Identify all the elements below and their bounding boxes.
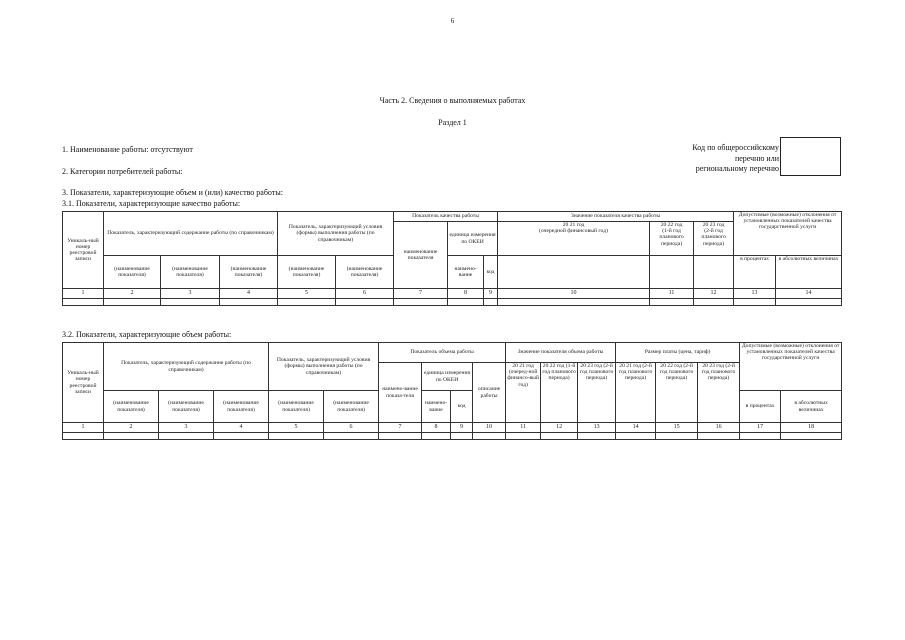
- t2-colnum: 8: [422, 423, 451, 433]
- t1-name-ind-1: (наименование показателя): [104, 256, 161, 289]
- t1-year3-blank: [694, 256, 734, 289]
- t2-colnum: 2: [104, 423, 159, 433]
- t1-name-ind-3: (наименование показателя): [220, 256, 278, 289]
- t1-colnum: 10: [498, 289, 650, 299]
- t1-conditions-header: Показатель, характеризующий условия (формы) выполнения работы (по справочникам): [278, 212, 394, 256]
- t1-data-row: [63, 299, 842, 306]
- volume-indicators-line: 3.2. Показатели, характеризующие объем работы:: [62, 330, 232, 339]
- t1-content-header: Показатель, характеризующий содержание работы (по справочникам): [104, 212, 278, 256]
- t1-colnum: 4: [220, 289, 278, 299]
- t2-colnum: 3: [159, 423, 214, 433]
- t1-year3-header: 20 23 год (2-й год планового периода): [694, 222, 734, 256]
- t1-name-ind-4: (наименование показателя): [278, 256, 336, 289]
- t2-unit-name-header: наимено-вание: [422, 391, 451, 423]
- t2-value-header: Значение показателя объема работы: [506, 343, 616, 363]
- t1-year1-blank: [498, 256, 650, 289]
- t2-colnum: 13: [578, 423, 616, 433]
- t2-name-ind-5: (наименование показателя): [324, 391, 379, 423]
- t2-colnum: 5: [269, 423, 324, 433]
- t2-volume-header: Показатель объема работы: [379, 343, 506, 363]
- t2-f3-header: 20 23 год (2-й год планового периода): [698, 363, 740, 423]
- t1-unit-header: единица измерения по ОКЕИ: [448, 222, 498, 256]
- t1-year2-header: 20 22 год (1-й год планового периода): [650, 222, 694, 256]
- t2-colnum: 9: [451, 423, 473, 433]
- t2-colnum: 10: [473, 423, 506, 433]
- t1-name-ind-5: (наименование показателя): [336, 256, 394, 289]
- t1-indicator-name-header: наименование показателя: [394, 222, 448, 289]
- t1-year2-blank: [650, 256, 694, 289]
- t1-colnum: 13: [734, 289, 776, 299]
- t2-colnum: 14: [616, 423, 656, 433]
- t2-colnum: 17: [740, 423, 781, 433]
- t2-colnum: 7: [379, 423, 422, 433]
- t1-abs-header: в абсолютных величинах: [776, 256, 842, 289]
- t2-name-ind-1: (наименование показателя): [104, 391, 159, 423]
- t1-colnum: 9: [484, 289, 498, 299]
- t1-colnum: 7: [394, 289, 448, 299]
- quality-table: [62, 211, 842, 306]
- t2-colnum: 1: [63, 423, 104, 433]
- t2-data-row: [63, 433, 842, 440]
- t1-deviation-header: Допустимые (возможные) отклонения от установленных показателей качества государственной услуги: [734, 212, 842, 256]
- t2-v1-header: 20 21 год (очеред-ной финансо-вый год): [506, 363, 541, 423]
- t2-colnum: 12: [541, 423, 578, 433]
- t2-v2-header: 20 22 год (1-й год планового периода): [541, 363, 578, 423]
- t1-colnum: 14: [776, 289, 842, 299]
- t1-year1-header: 20 21 год (очередной финансовый год): [498, 222, 650, 256]
- t1-colnum: 8: [448, 289, 484, 299]
- t1-pct-header: в процентах: [734, 256, 776, 289]
- t2-colnum: 11: [506, 423, 541, 433]
- t1-colnum: 11: [650, 289, 694, 299]
- indicators-line: 3. Показатели, характеризующие объем и (или) качество работы:: [62, 188, 283, 197]
- t2-content-header: Показатель, характеризующий содержание работы (по справочникам): [104, 343, 269, 391]
- t2-v3-header: 20 23 год (2-й год планового периода): [578, 363, 616, 423]
- t2-conditions-header: Показатель, характеризующий условия (формы) выполнения работы (по справочникам): [269, 343, 379, 391]
- t2-unit-code-header: код: [451, 391, 473, 423]
- t2-deviation-header: Допустимые (возможные) отклонения от установленных показателей качества государственной услуги: [740, 343, 842, 391]
- consumers-line: 2. Категории потребителей работы:: [62, 167, 183, 176]
- t2-unit-header: единица измерения по ОКЕИ: [422, 363, 473, 391]
- t2-description-header: описание работы: [473, 363, 506, 423]
- t1-colnum: 1: [63, 289, 104, 299]
- t1-colnum: 12: [694, 289, 734, 299]
- t2-unique-header: Уникаль-ный номер реестровой записи: [63, 343, 104, 423]
- t2-fee-header: Размер платы (цена, тариф): [616, 343, 740, 363]
- quality-indicators-line: 3.1. Показатели, характеризующие качество работы:: [62, 199, 241, 208]
- work-name-line: 1. Наименование работы: отсутствуют: [62, 145, 193, 154]
- t1-quality-header: Показатель качества работы: [394, 212, 498, 222]
- t2-indicator-name-header: наимено-вание показа-теля: [379, 363, 422, 423]
- t2-name-ind-3: (наименование показателя): [214, 391, 269, 423]
- t2-colnum: 4: [214, 423, 269, 433]
- volume-table: [62, 342, 842, 440]
- t2-pct-header: в процентах: [740, 391, 781, 423]
- t2-name-ind-4: (наименование показателя): [269, 391, 324, 423]
- t1-colnum: 5: [278, 289, 336, 299]
- registry-code-label: Код по общероссийскому перечню или региональному перечню: [692, 143, 779, 173]
- t2-colnum: 18: [781, 423, 842, 433]
- t1-unit-code-header: код: [484, 256, 498, 289]
- t1-colnum: 6: [336, 289, 394, 299]
- t2-colnum: 15: [656, 423, 698, 433]
- t2-colnum: 16: [698, 423, 740, 433]
- t1-unit-name-header: наимено-вание: [448, 256, 484, 289]
- t2-colnum: 6: [324, 423, 379, 433]
- registry-code-box[interactable]: [780, 137, 841, 176]
- t2-abs-header: в абсолютных величинах: [781, 391, 842, 423]
- t1-colnum: 2: [104, 289, 161, 299]
- t2-f2-header: 20 22 год (2-й год планового периода): [656, 363, 698, 423]
- t2-name-ind-2: (наименование показателя): [159, 391, 214, 423]
- section-title: Раздел 1: [438, 118, 467, 127]
- t1-name-ind-2: (наименование показателя): [161, 256, 220, 289]
- t1-value-header: Значение показателя качества работы: [498, 212, 734, 222]
- t2-f1-header: 20 21 год (2-й год планового периода): [616, 363, 656, 423]
- t1-colnum: 3: [161, 289, 220, 299]
- page-number: 6: [450, 17, 455, 25]
- part-title: Часть 2. Сведения о выполняемых работах: [379, 96, 526, 105]
- t1-unique-header: Уникаль-ный номер реестровой записи: [63, 212, 104, 289]
